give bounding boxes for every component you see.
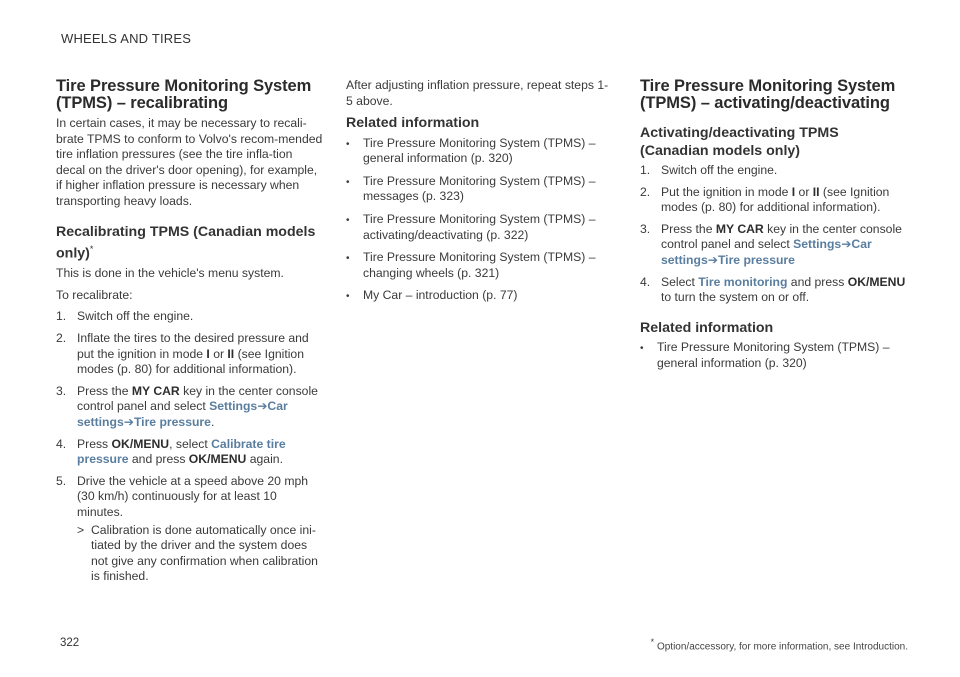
running-head: WHEELS AND TIRES (61, 31, 192, 46)
step-text: Press OK/MENU, select Calibrate tire pressure and press OK/MENU again. (77, 436, 286, 467)
recal-step-1 (56, 309, 324, 325)
option-asterisk: * (650, 637, 655, 647)
column-activating (640, 78, 908, 378)
arrow-right-icon: ➔ (707, 252, 718, 267)
act-step-3 (640, 222, 908, 269)
step-number: 4. (640, 274, 651, 289)
column-related (346, 78, 612, 312)
step-number: 2. (56, 331, 67, 346)
step-result (77, 523, 324, 585)
recalibrating-intro: In certain cases, it may be necessary to recali-brate TPMS to conform to Volvo's recom-mended tire inflation pressures (see the tire infla-tion decal on the driver's door opening), for example, if higher inflation pressure is necessary when transporting heavy loads. (56, 116, 323, 208)
step-text: Inflate the tires to the desired pressure and put the ignition in mode I or II (see Ignition modes (p. 80) for additional information). (77, 331, 309, 377)
related-info-title: Related information (640, 319, 774, 336)
act-step-2 (640, 185, 908, 216)
step-text: Switch off the engine. (77, 309, 194, 324)
arrow-right-icon: ➔ (123, 415, 134, 430)
step-text: Press the MY CAR key in the center console control panel and select Settings➔Car settings➔Tire pressure. (77, 383, 318, 430)
menu-settings: Settings (209, 399, 258, 414)
menu-car-settings: Car settings (661, 237, 872, 267)
related-item[interactable] (346, 174, 612, 205)
bullet-icon (346, 250, 363, 281)
step-number: 4. (56, 436, 67, 451)
related-item[interactable] (346, 250, 612, 281)
recalibrating-title: Tire Pressure Monitoring System (TPMS) – recalibrating (56, 77, 312, 112)
ok-menu-key: OK/MENU (111, 436, 170, 451)
step-number: 3. (56, 383, 67, 398)
related-item[interactable] (346, 288, 612, 305)
step-text: Press the MY CAR key in the center console control panel and select Settings➔Car settings➔Tire pressure (661, 221, 902, 267)
activating-title: Tire Pressure Monitoring System (TPMS) – activating/deactivating (640, 77, 896, 112)
bullet-icon (640, 340, 657, 371)
related-link[interactable]: Tire Pressure Monitoring System (TPMS) – general information (p. 320) (657, 340, 890, 370)
related-link[interactable]: Tire Pressure Monitoring System (TPMS) – activating/deactivating (p. 322) (363, 212, 596, 242)
recalibrating-subtitle: Recalibrating TPMS (Canadian models only)* (56, 223, 316, 262)
related-link[interactable]: Tire Pressure Monitoring System (TPMS) – messages (p. 323) (363, 173, 596, 204)
page-number: 322 (60, 637, 80, 649)
arrow-right-icon: ➔ (841, 237, 852, 252)
recalibrating-p1: This is done in the vehicle's menu system. (56, 266, 284, 281)
my-car-key: MY CAR (715, 221, 764, 236)
recal-step-4 (56, 437, 324, 468)
ignition-mode-i: I (791, 184, 796, 199)
bullet-icon (346, 212, 363, 243)
step-number: 3. (640, 221, 651, 236)
recal-step-3 (56, 384, 324, 431)
related-item[interactable] (346, 212, 612, 243)
menu-calibrate-tire-pressure: Calibrate tire pressure (77, 436, 286, 467)
result-text: Calibration is done automatically once ini-tiated by the driver and the system does not give any confirmation when calibration is finished. (91, 522, 318, 584)
ignition-mode-i: I (206, 346, 210, 361)
option-asterisk: * (89, 244, 94, 255)
bullet-icon (346, 136, 363, 167)
recal-step-2 (56, 331, 324, 378)
menu-tire-monitoring: Tire monitoring (698, 274, 788, 289)
column-recalibrating (56, 78, 324, 591)
step-number: 5. (56, 473, 67, 488)
related-item[interactable] (346, 136, 612, 167)
act-step-4 (640, 275, 908, 306)
ignition-mode-ii: II (812, 184, 820, 199)
activating-subtitle: Activating/deactivating TPMS (Canadian models only) (640, 125, 839, 159)
recal-step-5 (56, 474, 324, 585)
step-text: Drive the vehicle at a speed above 20 mph (30 km/h) continuously for at least 10 minutes. > Calibration is done automatically once ini-tiated by the driver and the system does not give any confirmation when calibration is finished. (77, 474, 324, 585)
related-link[interactable]: My Car – introduction (p. 77) (363, 288, 518, 303)
my-car-key: MY CAR (131, 383, 180, 398)
ignition-mode-ii: II (227, 346, 235, 361)
related-item[interactable] (640, 340, 908, 371)
ok-menu-key: OK/MENU (188, 452, 247, 467)
menu-tire-pressure: Tire pressure (717, 252, 795, 267)
arrow-right-icon: ➔ (257, 399, 268, 414)
ok-menu-key: OK/MENU (847, 274, 906, 289)
footnote: * Option/accessory, for more information, see Introduction. (650, 637, 908, 653)
related-link[interactable]: Tire Pressure Monitoring System (TPMS) – changing wheels (p. 321) (363, 250, 596, 280)
bullet-icon (346, 174, 363, 205)
repeat-note: After adjusting inflation pressure, repeat steps 1-5 above. (346, 78, 609, 108)
step-text: Select Tire monitoring and press OK/MENU to turn the system on or off. (661, 274, 906, 305)
step-number: 1. (640, 163, 651, 177)
step-text: Switch off the engine. (661, 163, 778, 177)
related-info-title: Related information (346, 115, 480, 132)
related-link[interactable]: Tire Pressure Monitoring System (TPMS) – general information (p. 320) (363, 135, 596, 166)
step-number: 1. (56, 309, 67, 324)
result-marker: > (77, 522, 85, 537)
menu-settings: Settings (793, 237, 842, 252)
step-text: Put the ignition in mode I or II (see Ignition modes (p. 80) for additional information). (661, 184, 890, 215)
act-step-1 (640, 163, 908, 179)
step-number: 2. (640, 184, 651, 199)
bullet-icon (346, 288, 363, 305)
menu-car-settings: Car settings (77, 399, 288, 430)
recalibrating-p2: To recalibrate: (56, 287, 133, 302)
menu-tire-pressure: Tire pressure (133, 415, 211, 430)
